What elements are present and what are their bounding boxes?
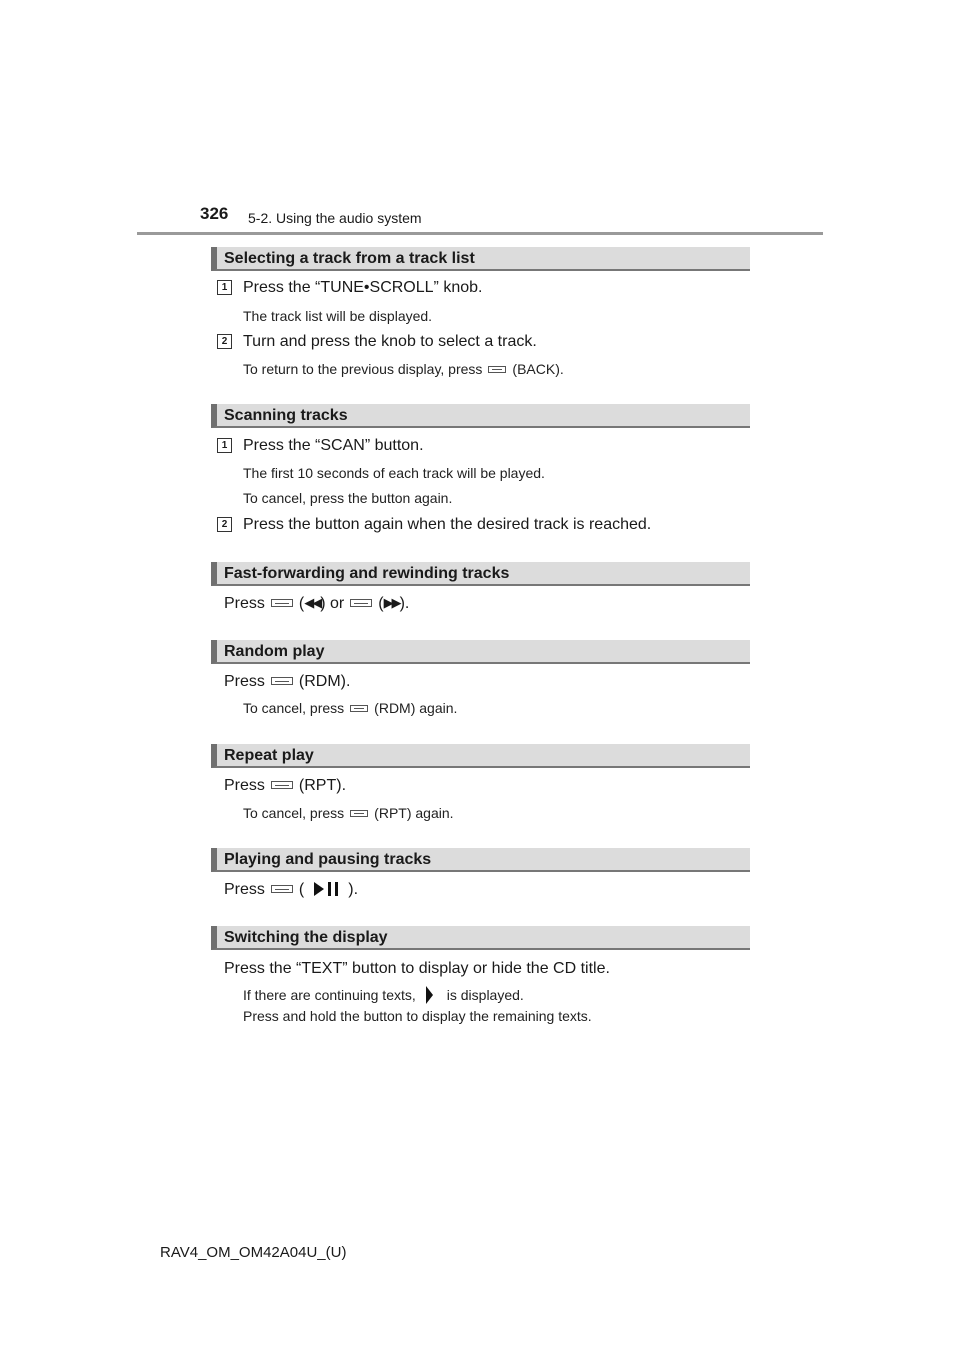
note-text: (RDM) again. — [374, 700, 458, 716]
rewind-icon: ◀◀ — [304, 594, 321, 610]
fast-forward-button-icon — [350, 599, 372, 607]
step-note — [243, 987, 524, 1005]
continue-arrow-icon — [426, 986, 433, 1004]
section-title: Switching the display — [224, 929, 388, 946]
paren: ). — [399, 595, 410, 612]
section-heading-random — [211, 640, 750, 664]
note-text: is displayed. — [446, 987, 524, 1003]
paren: ( — [298, 595, 305, 612]
step-note: To cancel, press the button again. — [243, 490, 453, 506]
header-divider — [137, 232, 823, 235]
step-note: Press and hold the button to display the remaining texts. — [243, 1008, 592, 1024]
button-label: (RPT). — [298, 777, 347, 794]
section-heading-track-list — [211, 247, 750, 271]
press-label: Press — [224, 673, 265, 690]
fast-forward-icon: ▶▶ — [383, 594, 400, 610]
section-title: Selecting a track from a track list — [224, 250, 475, 267]
section-heading-play-pause — [211, 848, 750, 872]
note-text: If there are continuing texts, — [243, 987, 416, 1003]
instruction-text — [224, 777, 346, 795]
rdm-button-icon — [350, 705, 368, 712]
note-text: To cancel, press — [243, 700, 345, 716]
note-text: To cancel, press — [243, 805, 345, 821]
back-button-icon — [488, 366, 506, 373]
section-title: Random play — [224, 643, 325, 660]
section-heading-fast-forward — [211, 562, 750, 586]
section-heading-repeat — [211, 744, 750, 768]
paren: ( — [298, 881, 305, 898]
step-note: The track list will be displayed. — [243, 308, 433, 324]
paren: ( — [378, 595, 384, 612]
section-heading-scanning — [211, 404, 750, 428]
note-text: (RPT) again. — [374, 805, 454, 821]
step-number-badge: 1 — [217, 438, 232, 453]
instruction-text: Press the “TEXT” button to display or hide the CD title. — [224, 960, 610, 977]
step-number-badge: 2 — [217, 517, 232, 532]
paren: ). — [348, 881, 359, 898]
or-text: ) or — [320, 595, 345, 612]
note-text: To return to the previous display, press — [243, 361, 483, 377]
play-pause-button-icon — [271, 885, 293, 893]
section-title: Fast-forwarding and rewinding tracks — [224, 565, 510, 582]
rpt-button-icon — [350, 810, 368, 817]
instruction-text — [224, 673, 350, 691]
page-number: 326 — [200, 204, 229, 223]
press-label: Press — [224, 595, 265, 612]
step-note — [243, 700, 457, 716]
section-title: Playing and pausing tracks — [224, 851, 432, 868]
step-number-badge: 2 — [217, 334, 232, 349]
chapter-title: 5-2. Using the audio system — [248, 210, 422, 226]
section-heading-display — [211, 926, 750, 950]
step-note — [243, 805, 454, 821]
instruction-text — [224, 881, 358, 899]
button-label: (RDM). — [298, 673, 351, 690]
press-label: Press — [224, 881, 265, 898]
rdm-button-icon — [271, 677, 293, 685]
rewind-button-icon — [271, 599, 293, 607]
step-text: Press the “TUNE•SCROLL” knob. — [243, 279, 483, 296]
step-number-badge: 1 — [217, 280, 232, 295]
document-code: RAV4_OM_OM42A04U_(U) — [160, 1244, 347, 1261]
step-text: Press the button again when the desired track is reached. — [243, 516, 652, 533]
step-text: Turn and press the knob to select a track. — [243, 333, 537, 350]
press-label: Press — [224, 777, 265, 794]
step-text: Press the “SCAN” button. — [243, 437, 424, 454]
rpt-button-icon — [271, 781, 293, 789]
instruction-text — [224, 595, 409, 613]
section-title: Scanning tracks — [224, 407, 348, 424]
note-text: (BACK). — [512, 361, 564, 377]
step-note — [243, 361, 564, 377]
play-pause-icon — [314, 882, 338, 896]
step-note: The first 10 seconds of each track will be played. — [243, 465, 545, 481]
section-title: Repeat play — [224, 747, 314, 764]
